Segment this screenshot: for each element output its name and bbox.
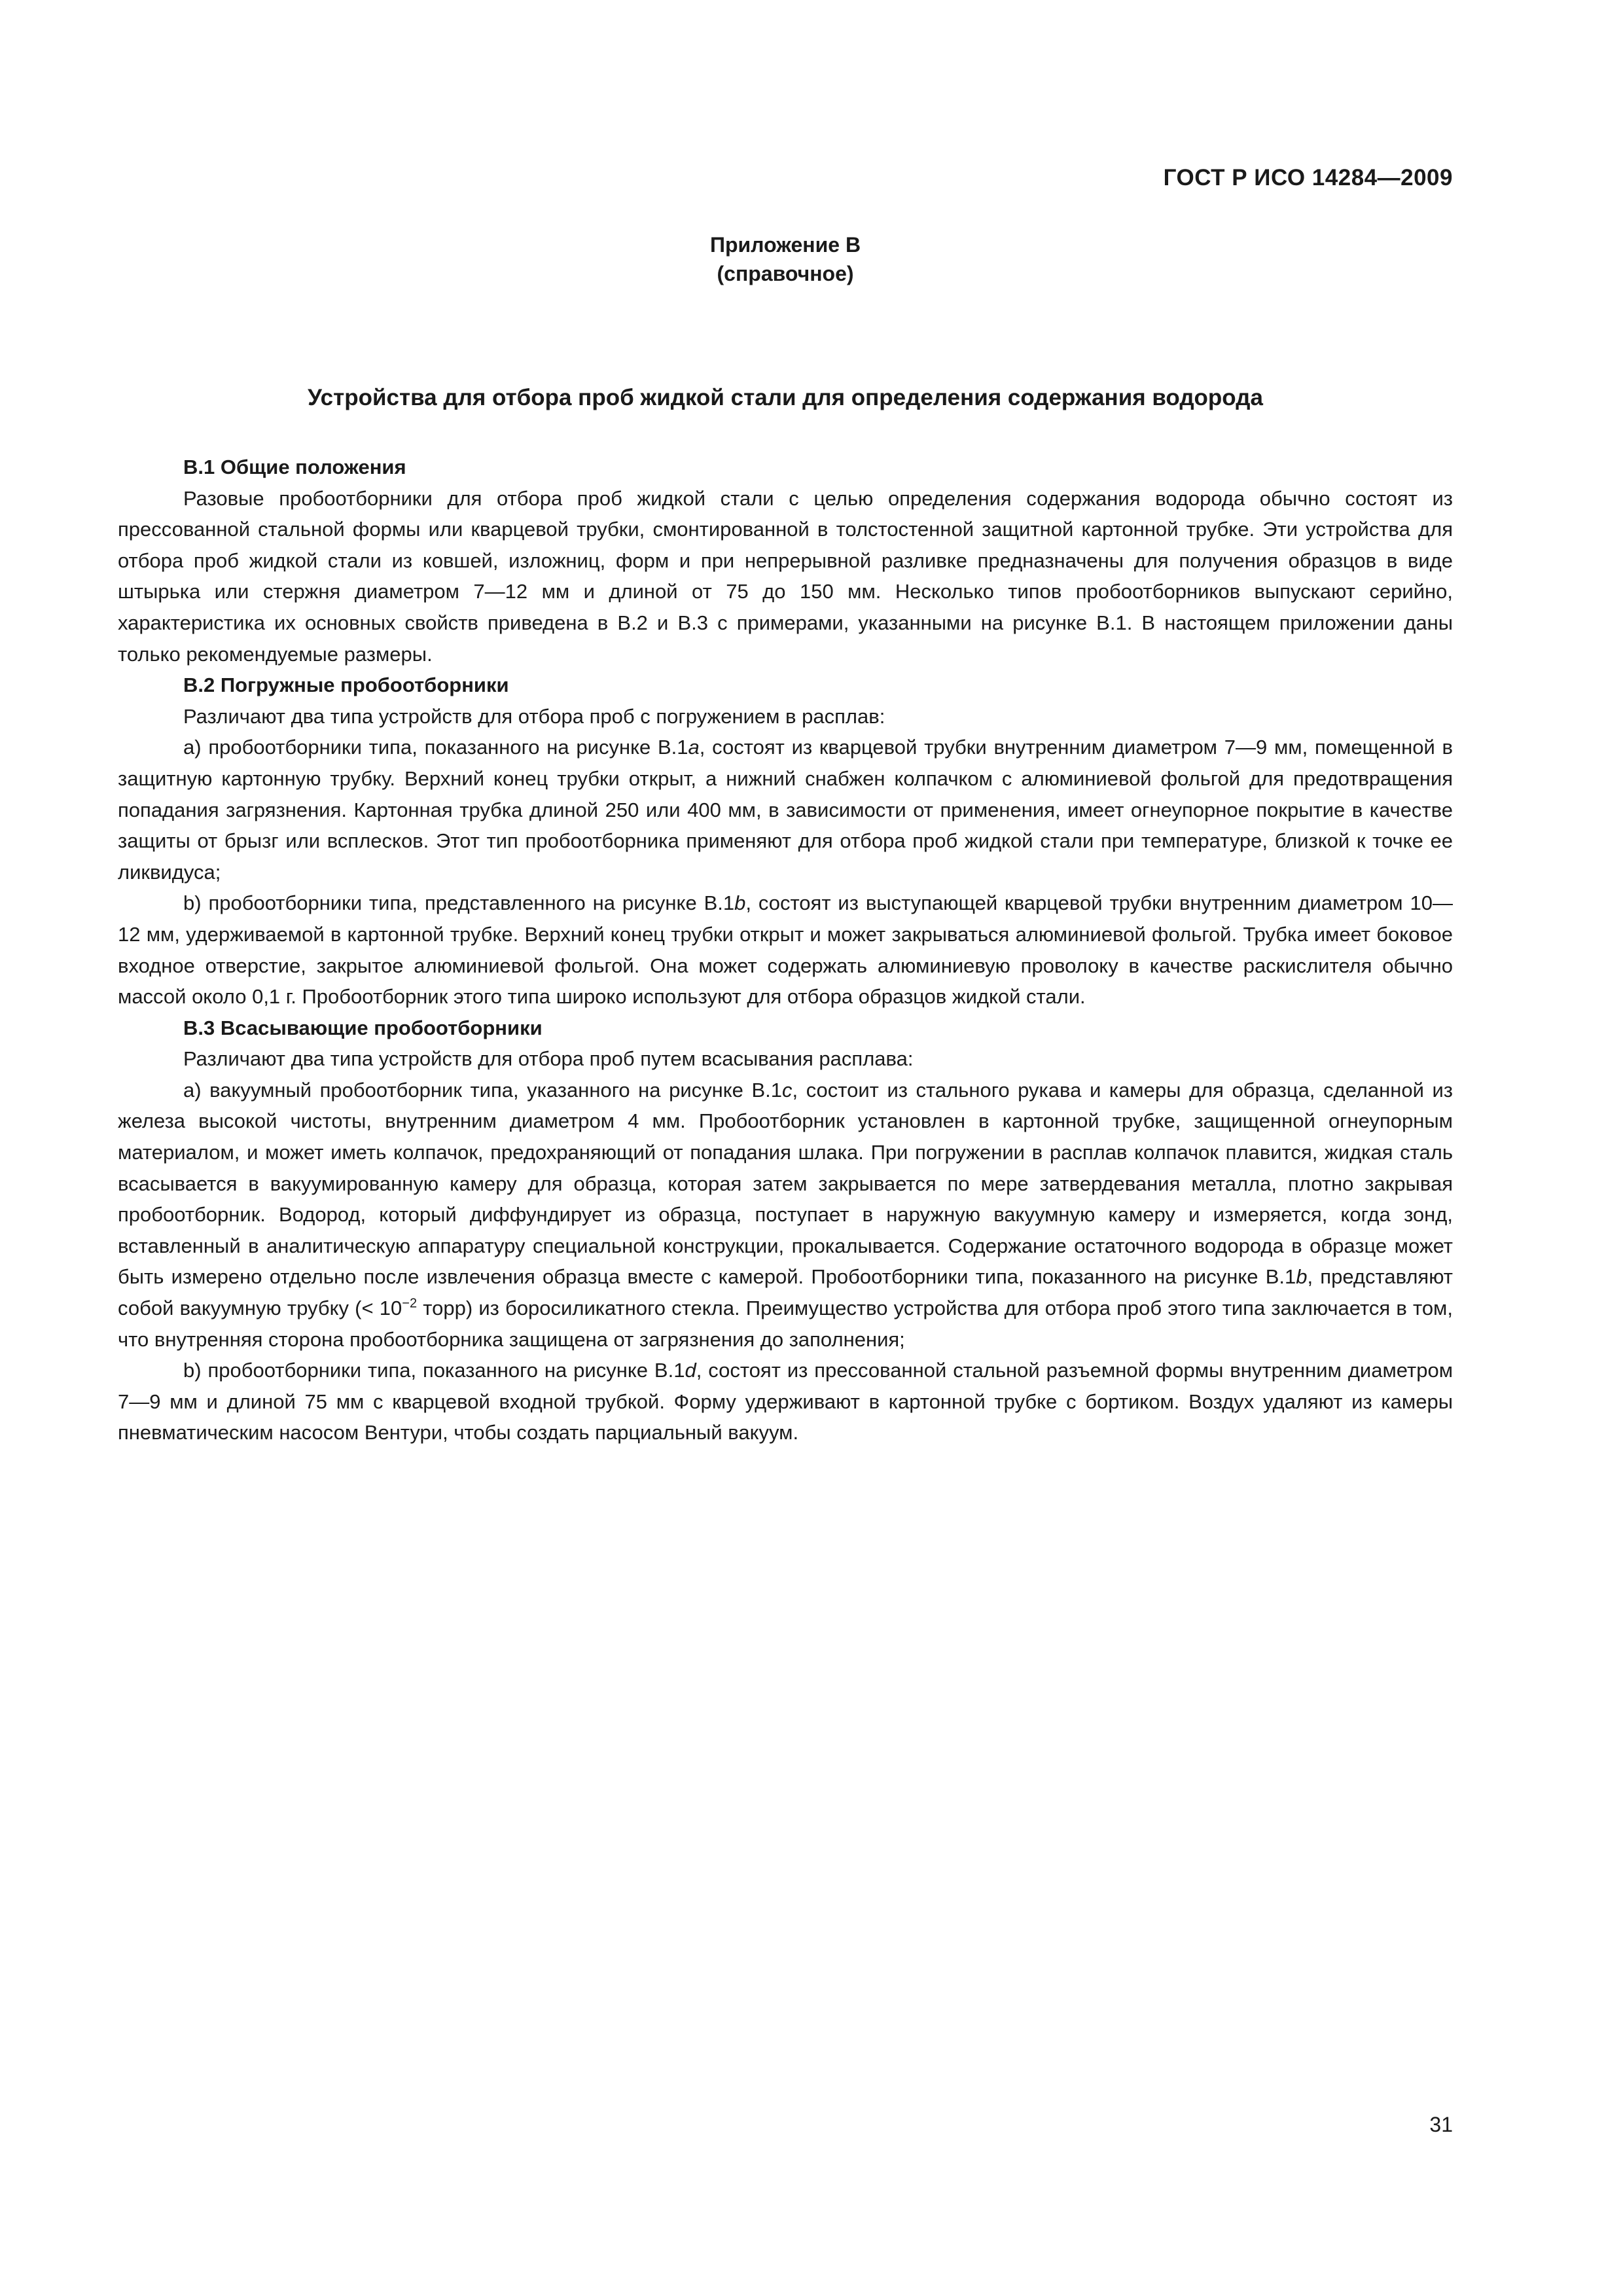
document-page — [118, 0, 1453, 2296]
paragraph-b2-item-b: b) пробоотборники типа, представленного на рисунке В.1b, состоят из выступающей кварцевой трубки внутренним диаметром 10—12 мм, удерживаемой в картонной трубке. Верхний конец трубки открыт и может закрываться алюминиевой фольгой. Трубка имеет боковое входное отверстие, закрытое алюминиевой фольгой. Она может содержать алюминиевую проволоку в качестве раскислителя обычно массой около 0,1 г. Пробоотборник этого типа широко используют для отбора образцов жидкой стали. — [118, 891, 1453, 1009]
paragraph-b2-intro: Различают два типа устройств для отбора проб с погружением в расплав: — [183, 704, 885, 728]
paragraph-b3-intro: Различают два типа устройств для отбора проб путем всасывания расплава: — [183, 1047, 914, 1071]
section-heading-b3: В.3 Всасывающие пробоотборники — [183, 1016, 543, 1039]
paragraph-b1: Разовые пробоотборники для отбора проб жидкой стали с целью определения содержания водорода обычно состоят из прессованной стальной формы или кварцевой трубки, смонтированной в толстостенной защитной картонной трубке. Эти устройства для отбора проб жидкой стали из ковшей, изложниц, форм и при непрерывной разливке предназначены для получения образцов в виде штырька или стержня диаметром 7—12 мм и длиной от 75 до 150 мм. Несколько типов пробоотборников выпускают серийно, характеристика их основных свойств приведена в В.2 и В.3 с примерами, указанными на рисунке В.1. В настоящем приложении даны только рекомендуемые размеры. — [118, 486, 1453, 666]
section-heading-b2: В.2 Погружные пробоотборники — [183, 673, 509, 697]
paragraph-b3-item-a: а) вакуумный пробоотборник типа, указанного на рисунке В.1с, состоит из стального рукава и камеры для образца, сделанной из железа высокой чистоты, внутренним диаметром 4 мм. Пробоотборник установлен в картонной трубке, защищенной огнеупорным материалом, и может иметь колпачок, предохраняющий от попадания шлака. При погружении в расплав колпачок плавится, жидкая сталь всасывается в вакуумированную камеру для образца, которая затем закрывается по мере затвердевания металла, плотно закрывая пробоотборник. Водород, который диффундирует из образца, поступает в наружную вакуумную камеру и измеряется, когда зонд, вставленный в аналитическую аппаратуру специальной конструкции, прокалывается. Содержание остаточного водорода в образце может быть измерено отдельно после извлечения образца вместе с камерой. Пробоотборники типа, показанного на рисунке В.1b, представляют собой вакуумную трубку (< $10^{-2}$ торр) из боросиликатного стекла. Преимущество устройства для отбора проб этого типа заключается в том, что внутренняя сторона пробоотборника защищена от загрязнения до заполнения; — [118, 1078, 1453, 1351]
appendix-title: Устройства для отбора проб жидкой стали для определения содержания водорода — [308, 385, 1263, 410]
appendix-header — [118, 230, 1453, 288]
paragraph-b3-item-b: b) пробоотборники типа, показанного на рисунке В.1d, состоят из прессованной стальной разъемной формы внутренним диаметром 7—9 мм и длиной 75 мм с кварцевой входной трубкой. Форму удерживают в картонной трубке с бортиком. Воздух удаляют из камеры пневматическим насосом Вентури, чтобы создать парциальный вакуум. — [118, 1359, 1454, 1444]
appendix-type: (справочное) — [717, 262, 854, 285]
document-code: ГОСТ Р ИСО 14284—2009 — [1163, 165, 1453, 190]
page-number: 31 — [1429, 2113, 1453, 2136]
paragraph-b2-item-a: а) пробоотборники типа, показанного на рисунке В.1а, состоят из кварцевой трубки внутренним диаметром 7—9 мм, помещенной в защитную картонную трубку. Верхний конец трубки открыт, а нижний снабжен колпачком с алюминиевой фольгой для предотвращения попадания загрязнения. Картонная трубка длиной 250 или 400 мм, в зависимости от применения, имеет огнеупорное покрытие в качестве защиты от брызг или всплесков. Этот тип пробоотборника применяют для отбора проб жидкой стали при температуре, близкой к точке ее ликвидуса; — [118, 736, 1453, 884]
appendix-body — [118, 452, 1453, 1448]
appendix-label: Приложение В — [709, 233, 861, 257]
section-heading-b1: В.1 Общие положения — [183, 456, 406, 478]
